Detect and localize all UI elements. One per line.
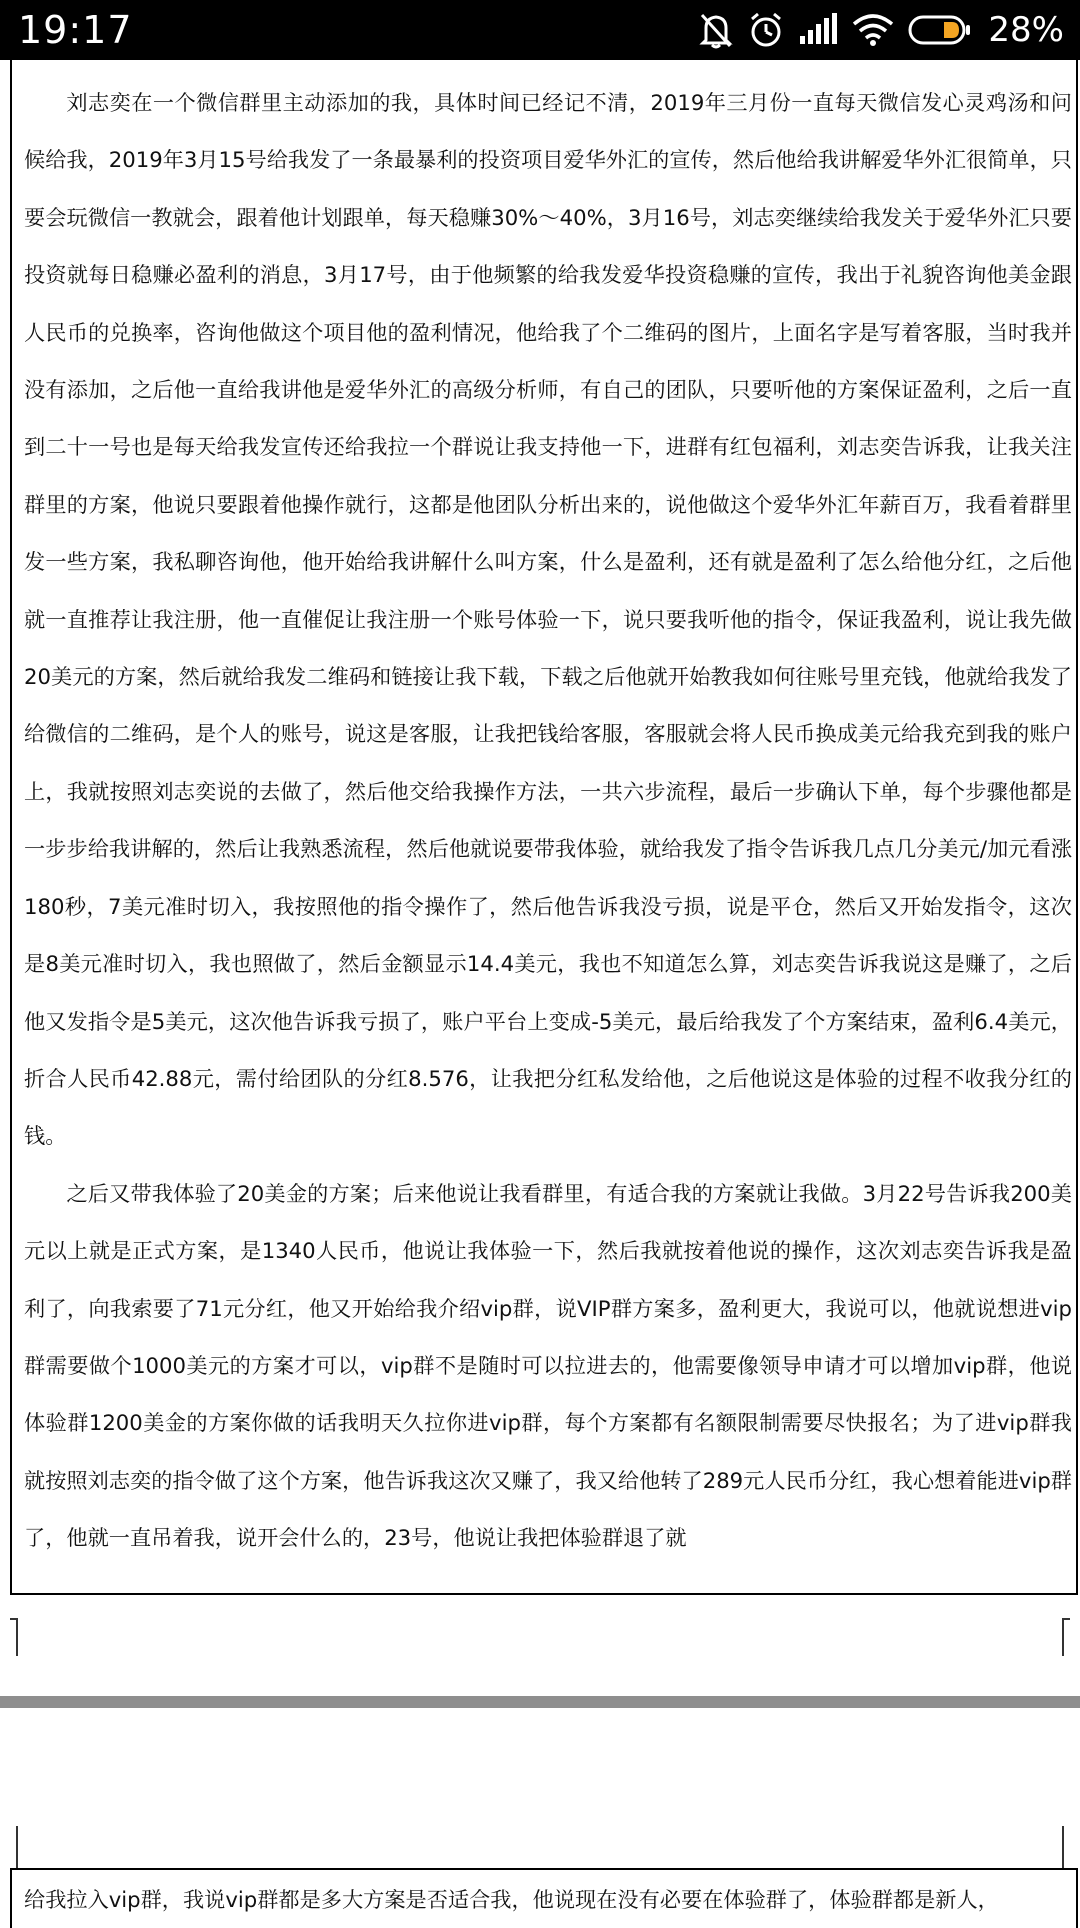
crop-mark-right-next xyxy=(1062,1826,1072,1870)
paragraph-2: 之后又带我体验了20美金的方案；后来他说让我看群里，有适合我的方案就让我做。3月22号告诉我200美元以上就是正式方案，是1340人民币，他说让我体验一下，然后我就按着他说的操作，这次刘志奕告诉我是盈利了，向我索要了71元分红，他又开始给我介绍vip群，说VIP群方案多，盈利更大，我说可以，他就说想进vip群需要做个1000美元的方案才可以，vip群不是随时可以拉进去的，他需要像领导申请才可以增加vip群，他说体验群1200美金的方案你做的话我明天久拉你进vip群，每个方案都有名额限制需要尽快报名；为了进vip群我就按照刘志奕的指令做了这个方案，他告诉我这次又赚了，我又给他转了289元人民币分红，我心想着能进vip群了，他就一直吊着我，说开会什么的，23号，他说让我把体验群退了就 xyxy=(24,1180,1072,1551)
paragraph-1: 刘志奕在一个微信群里主动添加的我，具体时间已经记不清，2019年三月份一直每天微信发心灵鸡汤和问候给我，2019年3月15号给我发了一条最暴利的投资项目爱华外汇的宣传，然后他给我讲解爱华外汇很简单，只要会玩微信一教就会，跟着他计划跟单，每天稳赚30%～40%，3月16号，刘志奕继续给我发关于爱华外汇只要投资就每日稳赚必盈利的消息，3月17号，由于他频繁的给我发爱华投资稳赚的宣传，我出于礼貌咨询他美金跟人民币的兑换率，咨询他做这个项目他的盈利情况，他给我了个二维码的图片，上面名字是写着客服，当时我并没有添加，之后他一直给我讲他是爱华外汇的高级分析师，有自己的团队，只要听他的方案保证盈利，之后一直到二十一号也是每天给我发宣传还给我拉一个群说让我支持他一下，进群有红包福利，刘志奕告诉我，让我关注群里的方案，他说只要跟着他操作就行，这都是他团队分析出来的，说他做这个爱华外汇年薪百万，我看着群里发一些方案，我私聊咨询他，他开始给我讲解什么叫方案，什么是盈利，还有就是盈利了怎么给他分红，之后他就一直推荐让我注册，他一直催促让我注册一个账号体验一下，说只要我听他的指令，保证我盈利，说让我先做20美元的方案，然后就给我发二维码和链接让我下载，下载之后他就开始教我如何往账号里充钱，他就给我发了给微信的二维码，是个人的账号，说这是客服，让我把钱给客服，客服就会将人民币换成美元给我充到我的账户上，我就按照刘志奕说的去做了，然后他交给我操作方法，一共六步流程，最后一步确认下单，每个步骤他都是一步步给我讲解的，然后让我熟悉流程，然后他就说要带我体验，就给我发了指令告诉我几点几分美元/加元看涨180秒，7美元准时切入，我按照他的指令操作了，然后他告诉我没亏损，说是平仓，然后又开始发指令，这次是8美元准时切入，我也照做了，然后金额显示14.4美元，我也不知道怎么算，刘志奕告诉我说这是赚了，之后他又发指令是5美元，这次他告诉我亏损了，账户平台上变成-5美元，最后给我发了个方案结束，盈利6.4美元，折合人民币42.88元，需付给团队的分红8.576，让我把分红私发给他，之后他说这是体验的过程不收我分红的钱。 xyxy=(24,90,1072,1149)
crop-mark-right xyxy=(1062,1618,1070,1656)
document-text xyxy=(24,74,1072,1567)
signal-icon xyxy=(798,12,838,48)
wifi-icon xyxy=(852,12,894,48)
bell-off-icon xyxy=(698,10,734,50)
crop-mark-left xyxy=(10,1618,18,1656)
status-icons xyxy=(698,0,1064,60)
document-next-page xyxy=(10,1868,1078,1928)
next-page-text: 给我拉入vip群，我说vip群都是多大方案是否适合我，他说现在没有必要在体验群了，体验群都是新人， xyxy=(24,1887,999,1912)
battery-percent: 28% xyxy=(988,10,1064,50)
alarm-icon xyxy=(748,10,784,50)
battery-icon xyxy=(908,14,972,46)
document-page xyxy=(10,60,1078,1595)
status-time: 19:17 xyxy=(18,8,133,52)
status-bar xyxy=(0,0,1080,60)
crop-mark-left-next xyxy=(8,1826,18,1870)
page-separator xyxy=(0,1696,1080,1708)
